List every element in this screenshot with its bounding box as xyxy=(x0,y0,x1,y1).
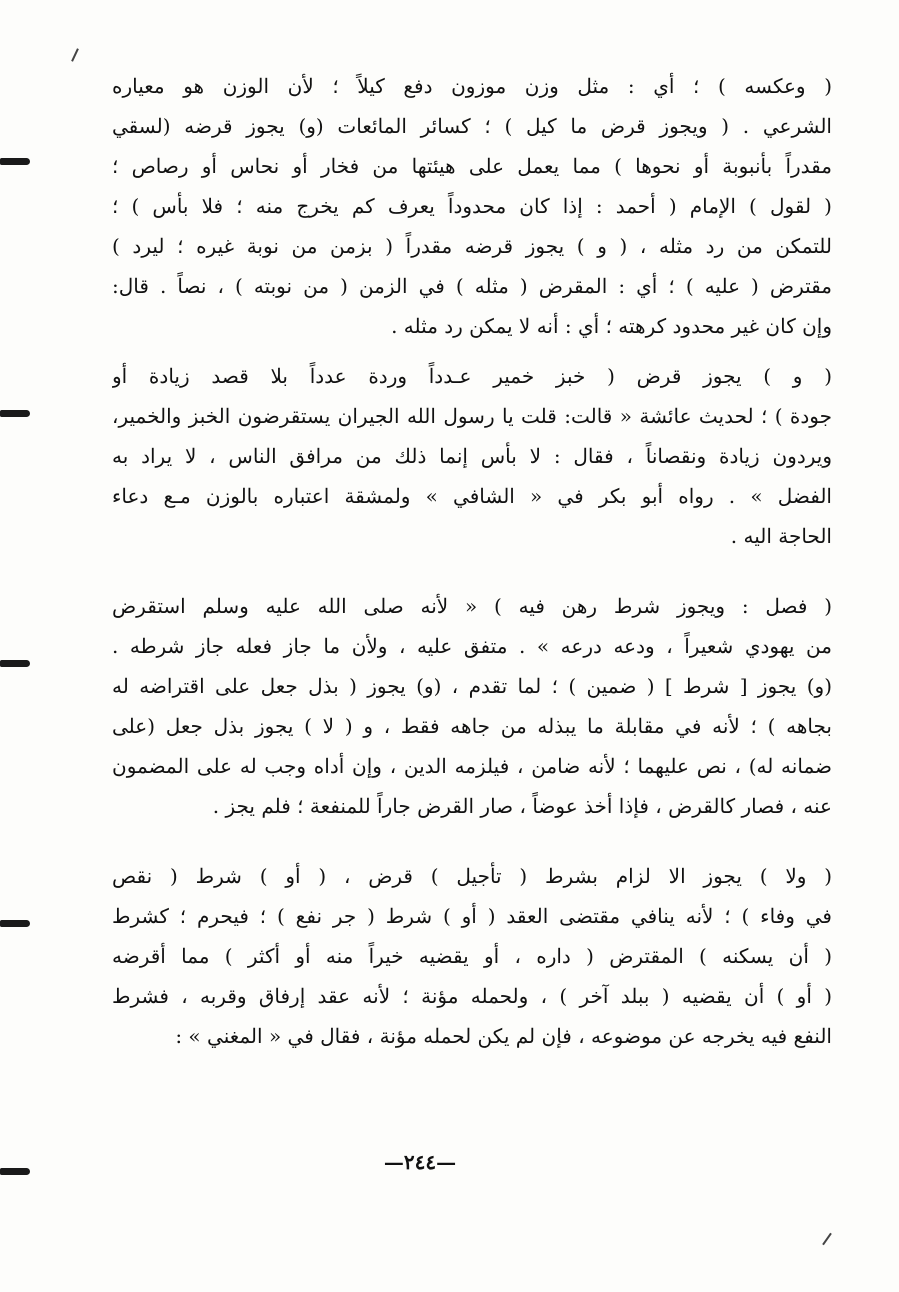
text-line: ( و ) يجوز قرض ( خبز خمير عـدداً وردة عدداً بلا قصد زيادة أو xyxy=(112,364,832,388)
text-line: بجاهه ) ؛ لأنه في مقابلة ما يبذله من جاهه فقط ، و ( لا ) يجوز بذل جعل (على xyxy=(112,714,832,738)
text-line: ويردون زيادة ونقصاناً ، فقال : لا بأس إنما ذلك من مرافق الناس ، لا يراد به xyxy=(112,444,832,468)
text-line: من يهودي شعيراً ، ودعه درعه » . متفق عليه ، ولأن ما جاز فعله جاز شرطه . xyxy=(112,634,832,658)
text-line: الشرعي . ( ويجوز قرض ما كيل ) ؛ كسائر المائعات (و) يجوز قرضه (لسقي xyxy=(112,114,832,138)
page-number: —٢٤٤— xyxy=(383,1150,457,1174)
text-line: ( فصل : ويجوز شرط رهن فيه ) « لأنه صلى الله عليه وسلم استقرض xyxy=(112,594,832,618)
binding-mark xyxy=(0,410,30,417)
text-line: النفع فيه يخرجه عن موضوعه ، فإن لم يكن لحمله مؤنة ، فقال في « المغني » : xyxy=(175,1024,832,1048)
text-line: مقدراً بأنبوبة أو نحوها ) مما يعمل على هيئتها من فخار أو نحاس أو رصاص ؛ xyxy=(112,154,832,178)
text-line: مقترض ( عليه ) ؛ أي : المقرض ( مثله ) في الزمن ( من نوبته ) ، نصاً . قال: xyxy=(112,274,832,298)
text-line: ( لقول ) الإمام ( أحمد : إذا كان محدوداً يعرف كم يخرج منه ؛ فلا بأس ) ؛ xyxy=(112,194,832,218)
text-line: ( أو ) أن يقضيه ( ببلد آخر ) ، ولحمله مؤنة ؛ لأنه عقد إرفاق وقربه ، فشرط xyxy=(112,984,832,1008)
text-line: عنه ، فصار كالقرض ، فإذا أخذ عوضاً ، صار القرض جاراً للمنفعة ؛ فلم يجز . xyxy=(212,794,832,818)
text-line: الفضل » . رواه أبو بكر في « الشافي » ولمشقة اعتباره بالوزن مـع دعاء xyxy=(112,484,832,508)
text-line: ( ولا ) يجوز الا لزام بشرط ( تأجيل ) قرض ، ( أو ) شرط ( نقص xyxy=(112,864,832,888)
binding-mark xyxy=(0,158,30,165)
text-line: جودة ) ؛ لحديث عائشة « قالت: قلت يا رسول الله الجيران يستقرضون الخبز والخمير، xyxy=(112,404,832,428)
text-line: ( وعكسه ) ؛ أي : مثل وزن موزون دفع كيلاً ؛ لأن الوزن هو معياره xyxy=(112,74,832,98)
scan-speck xyxy=(822,1233,832,1246)
scan-speck xyxy=(71,48,79,62)
text-line: (و) يجوز [ شرط ] ( ضمين ) ؛ لما تقدم ، (و) يجوز ( بذل جعل على اقتراضه له xyxy=(112,674,832,698)
text-line: الحاجة اليه . xyxy=(730,524,832,548)
text-line: وإن كان غير محدود كرهته ؛ أي : أنه لا يمكن رد مثله . xyxy=(391,314,832,338)
text-line: ضمانه له) ، نص عليهما ؛ لأنه ضامن ، فيلزمه الدين ، وإن أداه وجب له على المضمون xyxy=(112,754,832,778)
binding-mark xyxy=(0,1168,30,1175)
text-line: للتمكن من رد مثله ، ( و ) يجوز قرضه مقدراً ( بزمن من نوبة غيره ؛ ليرد ) xyxy=(112,234,832,258)
binding-mark xyxy=(0,920,30,927)
binding-mark xyxy=(0,660,30,667)
text-line: في وفاء ) ؛ لأنه ينافي مقتضى العقد ( أو ) شرط ( جر نفع ) ؛ فيحرم ؛ كشرط xyxy=(112,904,832,928)
text-line: ( أن يسكنه ) المقترض ( داره ، أو يقضيه خيراً منه أو أكثر ) مما أقرضه xyxy=(112,944,832,968)
